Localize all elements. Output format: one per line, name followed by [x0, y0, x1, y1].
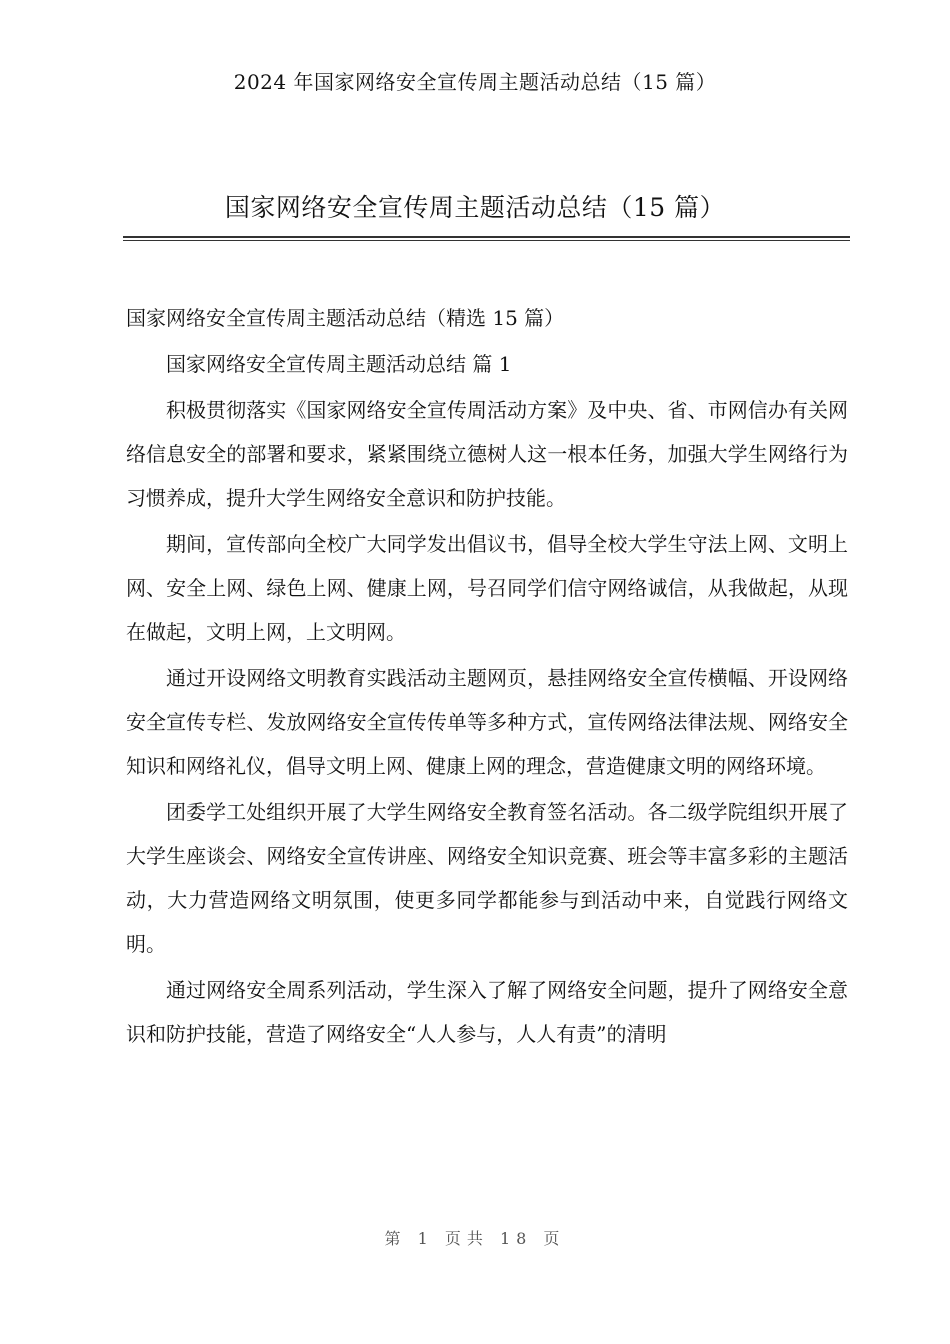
page-header: 2024 年国家网络安全宣传周主题活动总结（15 篇）	[233, 70, 717, 94]
document-title: 国家网络安全宣传周主题活动总结（15 篇）	[224, 193, 726, 222]
document-subtitle: 国家网络安全宣传周主题活动总结（精选 15 篇）	[126, 306, 565, 330]
paragraph: 积极贯彻落实《国家网络安全宣传周活动方案》及中央、省、市网信办有关网络信息安全的部署和要求，紧紧围绕立德树人这一根本任务，加强大学生网络行为习惯养成，提升大学生网络安全意识和防护技能。	[126, 398, 848, 510]
paragraph: 团委学工处组织开展了大学生网络安全教育签名活动。各二级学院组织开展了大学生座谈会、网络安全宣传讲座、网络安全知识竞赛、班会等丰富多彩的主题活动，大力营造网络文明氛围，使更多同学都能参与到活动中来，自觉践行网络文明。	[126, 800, 848, 956]
document-body	[126, 296, 848, 1058]
title-divider	[123, 236, 850, 241]
paragraph: 通过网络安全周系列活动，学生深入了解了网络安全问题，提升了网络安全意识和防护技能，营造了网络安全“人人参与，人人有责”的清明	[126, 978, 848, 1046]
paragraph: 通过开设网络文明教育实践活动主题网页，悬挂网络安全宣传横幅、开设网络安全宣传专栏、发放网络安全宣传传单等多种方式，宣传网络法律法规、网络安全知识和网络礼仪，倡导文明上网、健康上网的理念，营造健康文明的网络环境。	[126, 666, 848, 778]
section-heading: 国家网络安全宣传周主题活动总结 篇 1	[166, 352, 512, 376]
paragraph: 期间，宣传部向全校广大同学发出倡议书，倡导全校大学生守法上网、文明上网、安全上网、绿色上网、健康上网，号召同学们信守网络诚信，从我做起，从现在做起，文明上网，上文明网。	[126, 532, 848, 644]
page-footer: 第 1 页共 18 页	[384, 1229, 566, 1248]
